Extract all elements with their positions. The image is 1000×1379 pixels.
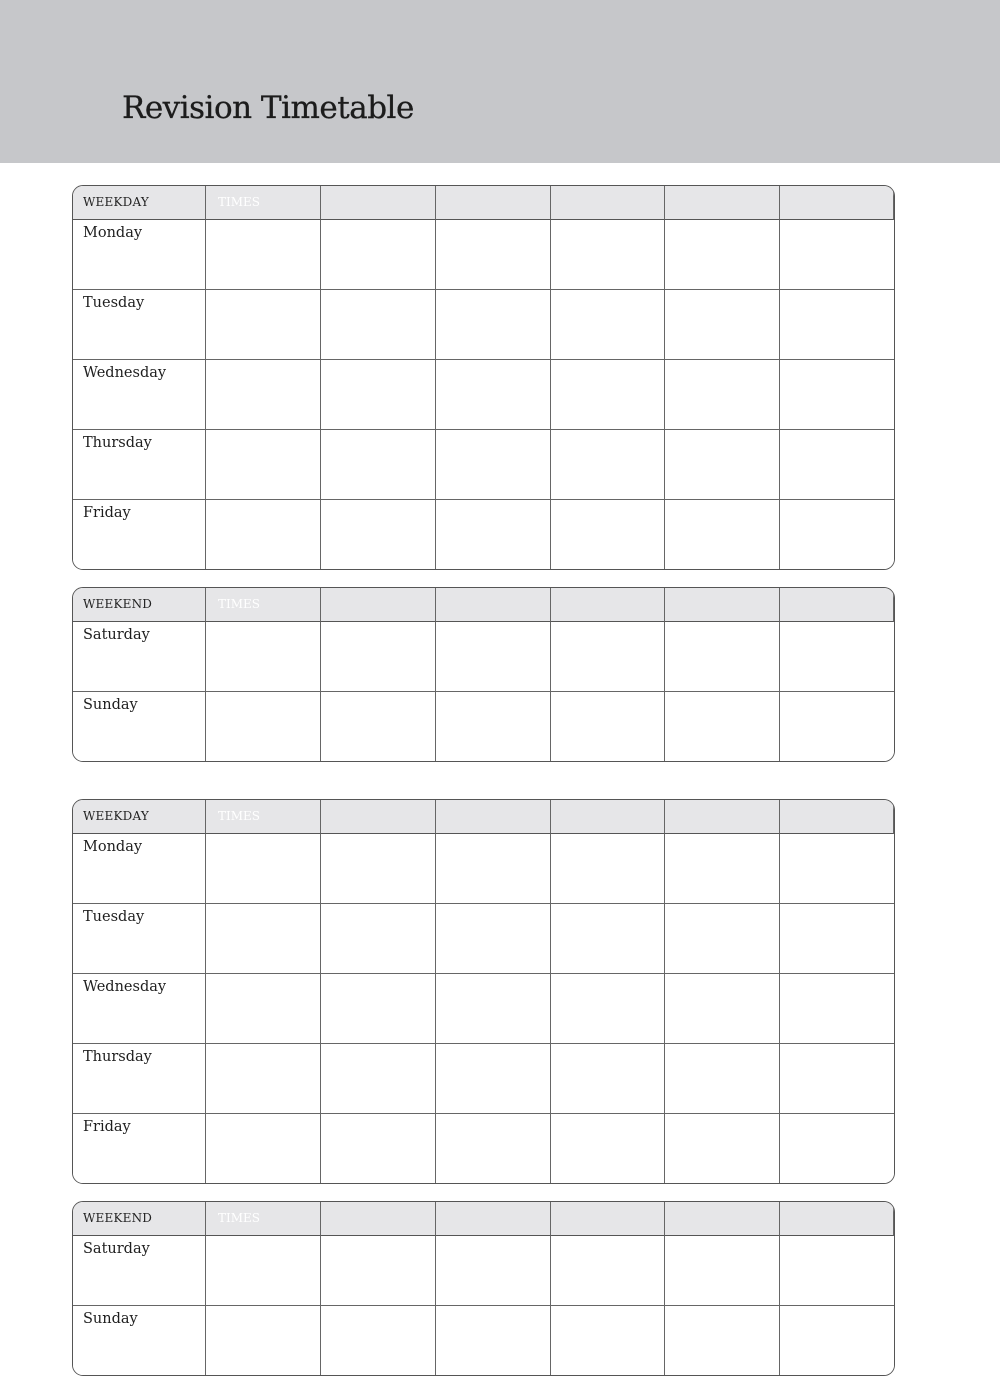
day-cell bbox=[73, 834, 206, 904]
schedule-slot[interactable] bbox=[321, 692, 436, 761]
schedule-slot[interactable] bbox=[665, 904, 780, 974]
schedule-slot[interactable] bbox=[780, 290, 894, 360]
schedule-slot[interactable] bbox=[321, 500, 436, 569]
header-band bbox=[0, 0, 1000, 163]
time-header-cell[interactable] bbox=[321, 800, 436, 834]
schedule-slot[interactable] bbox=[321, 622, 436, 692]
day-cell bbox=[73, 360, 206, 430]
day-label: Monday bbox=[83, 225, 143, 241]
schedule-slot[interactable] bbox=[665, 1114, 780, 1183]
schedule-slot[interactable] bbox=[436, 1306, 551, 1375]
schedule-slot[interactable] bbox=[321, 834, 436, 904]
table-heading: WEEKEND bbox=[83, 1211, 153, 1225]
schedule-slot[interactable] bbox=[665, 290, 780, 360]
weekday-table bbox=[72, 185, 895, 570]
table-heading: WEEKDAY bbox=[83, 809, 149, 823]
schedule-slot[interactable] bbox=[780, 1044, 894, 1114]
day-cell bbox=[73, 904, 206, 974]
schedule-slot[interactable] bbox=[321, 290, 436, 360]
time-header-cell[interactable] bbox=[321, 588, 436, 622]
schedule-slot[interactable] bbox=[780, 1236, 894, 1306]
schedule-slot[interactable] bbox=[321, 1114, 436, 1183]
day-label: Wednesday bbox=[83, 365, 167, 381]
day-label: Saturday bbox=[83, 627, 150, 643]
table-header-cell bbox=[73, 186, 206, 220]
schedule-slot[interactable] bbox=[436, 904, 551, 974]
time-header-cell[interactable] bbox=[436, 1202, 551, 1236]
schedule-slot[interactable] bbox=[780, 692, 894, 761]
schedule-slot[interactable] bbox=[780, 834, 894, 904]
day-cell bbox=[73, 290, 206, 360]
time-header-cell[interactable] bbox=[780, 588, 894, 622]
schedule-slot[interactable] bbox=[551, 500, 665, 569]
schedule-slot[interactable] bbox=[665, 974, 780, 1044]
schedule-slot[interactable] bbox=[321, 974, 436, 1044]
schedule-slot[interactable] bbox=[780, 904, 894, 974]
schedule-slot[interactable] bbox=[551, 220, 665, 290]
schedule-slot[interactable] bbox=[206, 220, 321, 290]
time-header-cell[interactable] bbox=[206, 1202, 321, 1236]
schedule-slot[interactable] bbox=[551, 290, 665, 360]
day-label: Tuesday bbox=[83, 909, 145, 925]
schedule-slot[interactable] bbox=[321, 360, 436, 430]
schedule-slot[interactable] bbox=[436, 692, 551, 761]
schedule-slot[interactable] bbox=[436, 290, 551, 360]
time-header-cell[interactable] bbox=[551, 588, 665, 622]
schedule-slot[interactable] bbox=[551, 974, 665, 1044]
day-label: Sunday bbox=[83, 1311, 138, 1327]
schedule-slot[interactable] bbox=[436, 974, 551, 1044]
day-label: Saturday bbox=[83, 1241, 150, 1257]
day-cell bbox=[73, 1114, 206, 1183]
schedule-slot[interactable] bbox=[206, 1306, 321, 1375]
schedule-slot[interactable] bbox=[780, 1114, 894, 1183]
day-cell bbox=[73, 1236, 206, 1306]
schedule-slot[interactable] bbox=[321, 904, 436, 974]
day-label: Wednesday bbox=[83, 979, 167, 995]
schedule-slot[interactable] bbox=[436, 1044, 551, 1114]
schedule-slot[interactable] bbox=[665, 834, 780, 904]
schedule-slot[interactable] bbox=[436, 834, 551, 904]
day-label: Tuesday bbox=[83, 295, 145, 311]
schedule-slot[interactable] bbox=[551, 1306, 665, 1375]
schedule-slot[interactable] bbox=[551, 1236, 665, 1306]
time-header-cell[interactable] bbox=[551, 186, 665, 220]
schedule-slot[interactable] bbox=[206, 500, 321, 569]
schedule-slot[interactable] bbox=[206, 1236, 321, 1306]
schedule-slot[interactable] bbox=[551, 1044, 665, 1114]
day-cell bbox=[73, 430, 206, 500]
day-cell bbox=[73, 692, 206, 761]
schedule-slot[interactable] bbox=[436, 360, 551, 430]
table-heading: WEEKEND bbox=[83, 597, 153, 611]
table-header-cell bbox=[73, 800, 206, 834]
schedule-slot[interactable] bbox=[436, 1236, 551, 1306]
schedule-slot[interactable] bbox=[206, 974, 321, 1044]
day-label: Friday bbox=[83, 1119, 131, 1135]
schedule-slot[interactable] bbox=[321, 1236, 436, 1306]
day-cell bbox=[73, 1306, 206, 1375]
schedule-slot[interactable] bbox=[551, 834, 665, 904]
schedule-slot[interactable] bbox=[780, 430, 894, 500]
schedule-slot[interactable] bbox=[206, 1114, 321, 1183]
weekday-table bbox=[72, 799, 895, 1184]
page-title: Revision Timetable bbox=[122, 90, 414, 126]
time-header-cell[interactable] bbox=[665, 588, 780, 622]
day-cell bbox=[73, 220, 206, 290]
schedule-slot[interactable] bbox=[206, 360, 321, 430]
schedule-slot[interactable] bbox=[206, 692, 321, 761]
schedule-slot[interactable] bbox=[321, 1044, 436, 1114]
schedule-slot[interactable] bbox=[665, 692, 780, 761]
day-label: Sunday bbox=[83, 697, 138, 713]
schedule-slot[interactable] bbox=[551, 360, 665, 430]
time-header-cell[interactable] bbox=[206, 186, 321, 220]
weekend-table bbox=[72, 587, 895, 762]
times-label: TIMES bbox=[218, 597, 261, 611]
time-header-cell[interactable] bbox=[436, 186, 551, 220]
times-label: TIMES bbox=[218, 1211, 261, 1225]
time-header-cell[interactable] bbox=[321, 186, 436, 220]
schedule-slot[interactable] bbox=[436, 622, 551, 692]
schedule-slot[interactable] bbox=[206, 834, 321, 904]
schedule-slot[interactable] bbox=[551, 622, 665, 692]
schedule-slot[interactable] bbox=[665, 220, 780, 290]
table-header-cell bbox=[73, 1202, 206, 1236]
time-header-cell[interactable] bbox=[665, 800, 780, 834]
schedule-slot[interactable] bbox=[665, 360, 780, 430]
day-label: Thursday bbox=[83, 1049, 152, 1065]
schedule-slot[interactable] bbox=[780, 360, 894, 430]
time-header-cell[interactable] bbox=[206, 588, 321, 622]
schedule-slot[interactable] bbox=[206, 1044, 321, 1114]
schedule-slot[interactable] bbox=[780, 500, 894, 569]
schedule-slot[interactable] bbox=[665, 622, 780, 692]
schedule-slot[interactable] bbox=[665, 1044, 780, 1114]
table-header-cell bbox=[73, 588, 206, 622]
schedule-slot[interactable] bbox=[551, 904, 665, 974]
schedule-slot[interactable] bbox=[780, 974, 894, 1044]
schedule-slot[interactable] bbox=[665, 1306, 780, 1375]
time-header-cell[interactable] bbox=[436, 588, 551, 622]
time-header-cell[interactable] bbox=[665, 186, 780, 220]
time-header-cell[interactable] bbox=[780, 1202, 894, 1236]
schedule-slot[interactable] bbox=[206, 290, 321, 360]
time-header-cell[interactable] bbox=[206, 800, 321, 834]
schedule-slot[interactable] bbox=[321, 1306, 436, 1375]
schedule-slot[interactable] bbox=[206, 622, 321, 692]
day-label: Friday bbox=[83, 505, 131, 521]
time-header-cell[interactable] bbox=[551, 1202, 665, 1236]
times-label: TIMES bbox=[218, 195, 261, 209]
day-cell bbox=[73, 974, 206, 1044]
table-heading: WEEKDAY bbox=[83, 195, 149, 209]
schedule-slot[interactable] bbox=[551, 430, 665, 500]
schedule-slot[interactable] bbox=[436, 500, 551, 569]
weekend-table bbox=[72, 1201, 895, 1376]
schedule-slot[interactable] bbox=[321, 430, 436, 500]
schedule-slot[interactable] bbox=[780, 622, 894, 692]
day-label: Monday bbox=[83, 839, 143, 855]
time-header-cell[interactable] bbox=[665, 1202, 780, 1236]
schedule-slot[interactable] bbox=[551, 692, 665, 761]
day-label: Thursday bbox=[83, 435, 152, 451]
schedule-slot[interactable] bbox=[436, 220, 551, 290]
schedule-slot[interactable] bbox=[321, 220, 436, 290]
schedule-slot[interactable] bbox=[551, 1114, 665, 1183]
schedule-slot[interactable] bbox=[436, 1114, 551, 1183]
schedule-slot[interactable] bbox=[206, 430, 321, 500]
time-header-cell[interactable] bbox=[436, 800, 551, 834]
schedule-slot[interactable] bbox=[780, 1306, 894, 1375]
time-header-cell[interactable] bbox=[780, 186, 894, 220]
time-header-cell[interactable] bbox=[551, 800, 665, 834]
schedule-slot[interactable] bbox=[780, 220, 894, 290]
schedule-slot[interactable] bbox=[206, 904, 321, 974]
schedule-slot[interactable] bbox=[665, 500, 780, 569]
day-cell bbox=[73, 500, 206, 569]
day-cell bbox=[73, 622, 206, 692]
schedule-slot[interactable] bbox=[436, 430, 551, 500]
times-label: TIMES bbox=[218, 809, 261, 823]
time-header-cell[interactable] bbox=[321, 1202, 436, 1236]
time-header-cell[interactable] bbox=[780, 800, 894, 834]
day-cell bbox=[73, 1044, 206, 1114]
schedule-slot[interactable] bbox=[665, 430, 780, 500]
schedule-slot[interactable] bbox=[665, 1236, 780, 1306]
